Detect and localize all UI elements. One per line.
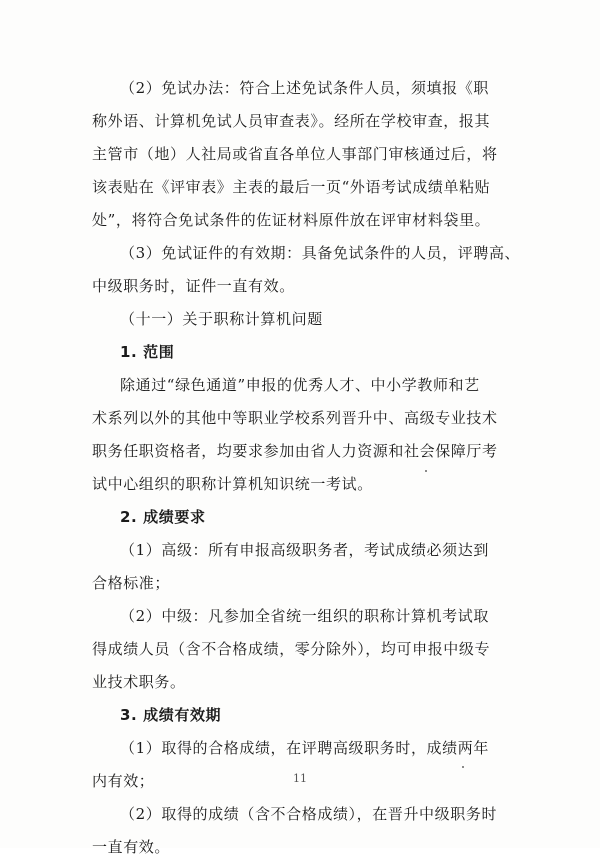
paragraph-validity-senior-line-1: （1）取得的合格成绩，在评聘高级职务时，成绩两年 bbox=[120, 739, 489, 757]
paragraph-scope-line-1: 除通过“绿色通道”申报的优秀人才、中小学教师和艺 bbox=[120, 376, 480, 394]
paragraph-certificate-validity-line-2: 中级职务时，证件一直有效。 bbox=[92, 277, 295, 295]
paragraph-scope-line-2: 术系列以外的其他中等职业学校系列晋升中、高级专业技术 bbox=[92, 409, 498, 427]
paragraph-scope-line-3: 职务任职资格者，均要求参加由省人力资源和社会保障厅考 bbox=[92, 442, 498, 460]
paragraph-certificate-validity-line-1: （3）免试证件的有效期：具备免试条件的人员，评聘高、 bbox=[120, 244, 521, 262]
paragraph-intermediate-line-3: 业技术职务。 bbox=[92, 673, 186, 691]
paragraph-validity-intermediate-line-2: 一直有效。 bbox=[92, 838, 171, 856]
subheading-score-validity: 3. 成绩有效期 bbox=[120, 706, 222, 724]
scan-speck bbox=[425, 470, 427, 472]
section-heading-computer: （十一）关于职称计算机问题 bbox=[120, 310, 323, 328]
document-body bbox=[92, 72, 521, 864]
paragraph-validity-intermediate-line-1: （2）取得的成绩（含不合格成绩），在晋升中级职务时 bbox=[120, 805, 498, 823]
paragraph-exemption-method-line-1: （2）免试办法：符合上述免试条件人员，须填报《职 bbox=[120, 79, 489, 97]
paragraph-exemption-method-line-2: 称外语、计算机免试人员审查表》。经所在学校审查，报其 bbox=[92, 112, 491, 130]
subheading-score-requirements: 2. 成绩要求 bbox=[120, 508, 206, 526]
paragraph-exemption-method-line-5: 处”，将符合免试条件的佐证材料原件放在评审材料袋里。 bbox=[92, 211, 491, 229]
page-number: 11 bbox=[293, 772, 307, 785]
paragraph-exemption-method-line-3: 主管市（地）人社局或省直各单位人事部门审核通过后，将 bbox=[92, 145, 498, 163]
paragraph-intermediate-line-1: （2）中级：凡参加全省统一组织的职称计算机考试取 bbox=[120, 607, 489, 625]
subheading-scope: 1. 范围 bbox=[120, 343, 175, 361]
paragraph-senior-line-1: （1）高级：所有申报高级职务者，考试成绩必须达到 bbox=[120, 541, 489, 559]
paragraph-exemption-method-line-4: 该表贴在《评审表》主表的最后一页“外语考试成绩单粘贴 bbox=[92, 178, 491, 196]
paragraph-intermediate-line-2: 得成绩人员（含不合格成绩，零分除外），均可申报中级专 bbox=[92, 640, 491, 658]
paragraph-senior-line-2: 合格标准； bbox=[92, 574, 171, 592]
paragraph-validity-senior-line-2: 内有效； bbox=[92, 772, 155, 790]
scan-speck bbox=[462, 766, 464, 768]
paragraph-scope-line-4: 试中心组织的职称计算机知识统一考试。 bbox=[92, 475, 373, 493]
